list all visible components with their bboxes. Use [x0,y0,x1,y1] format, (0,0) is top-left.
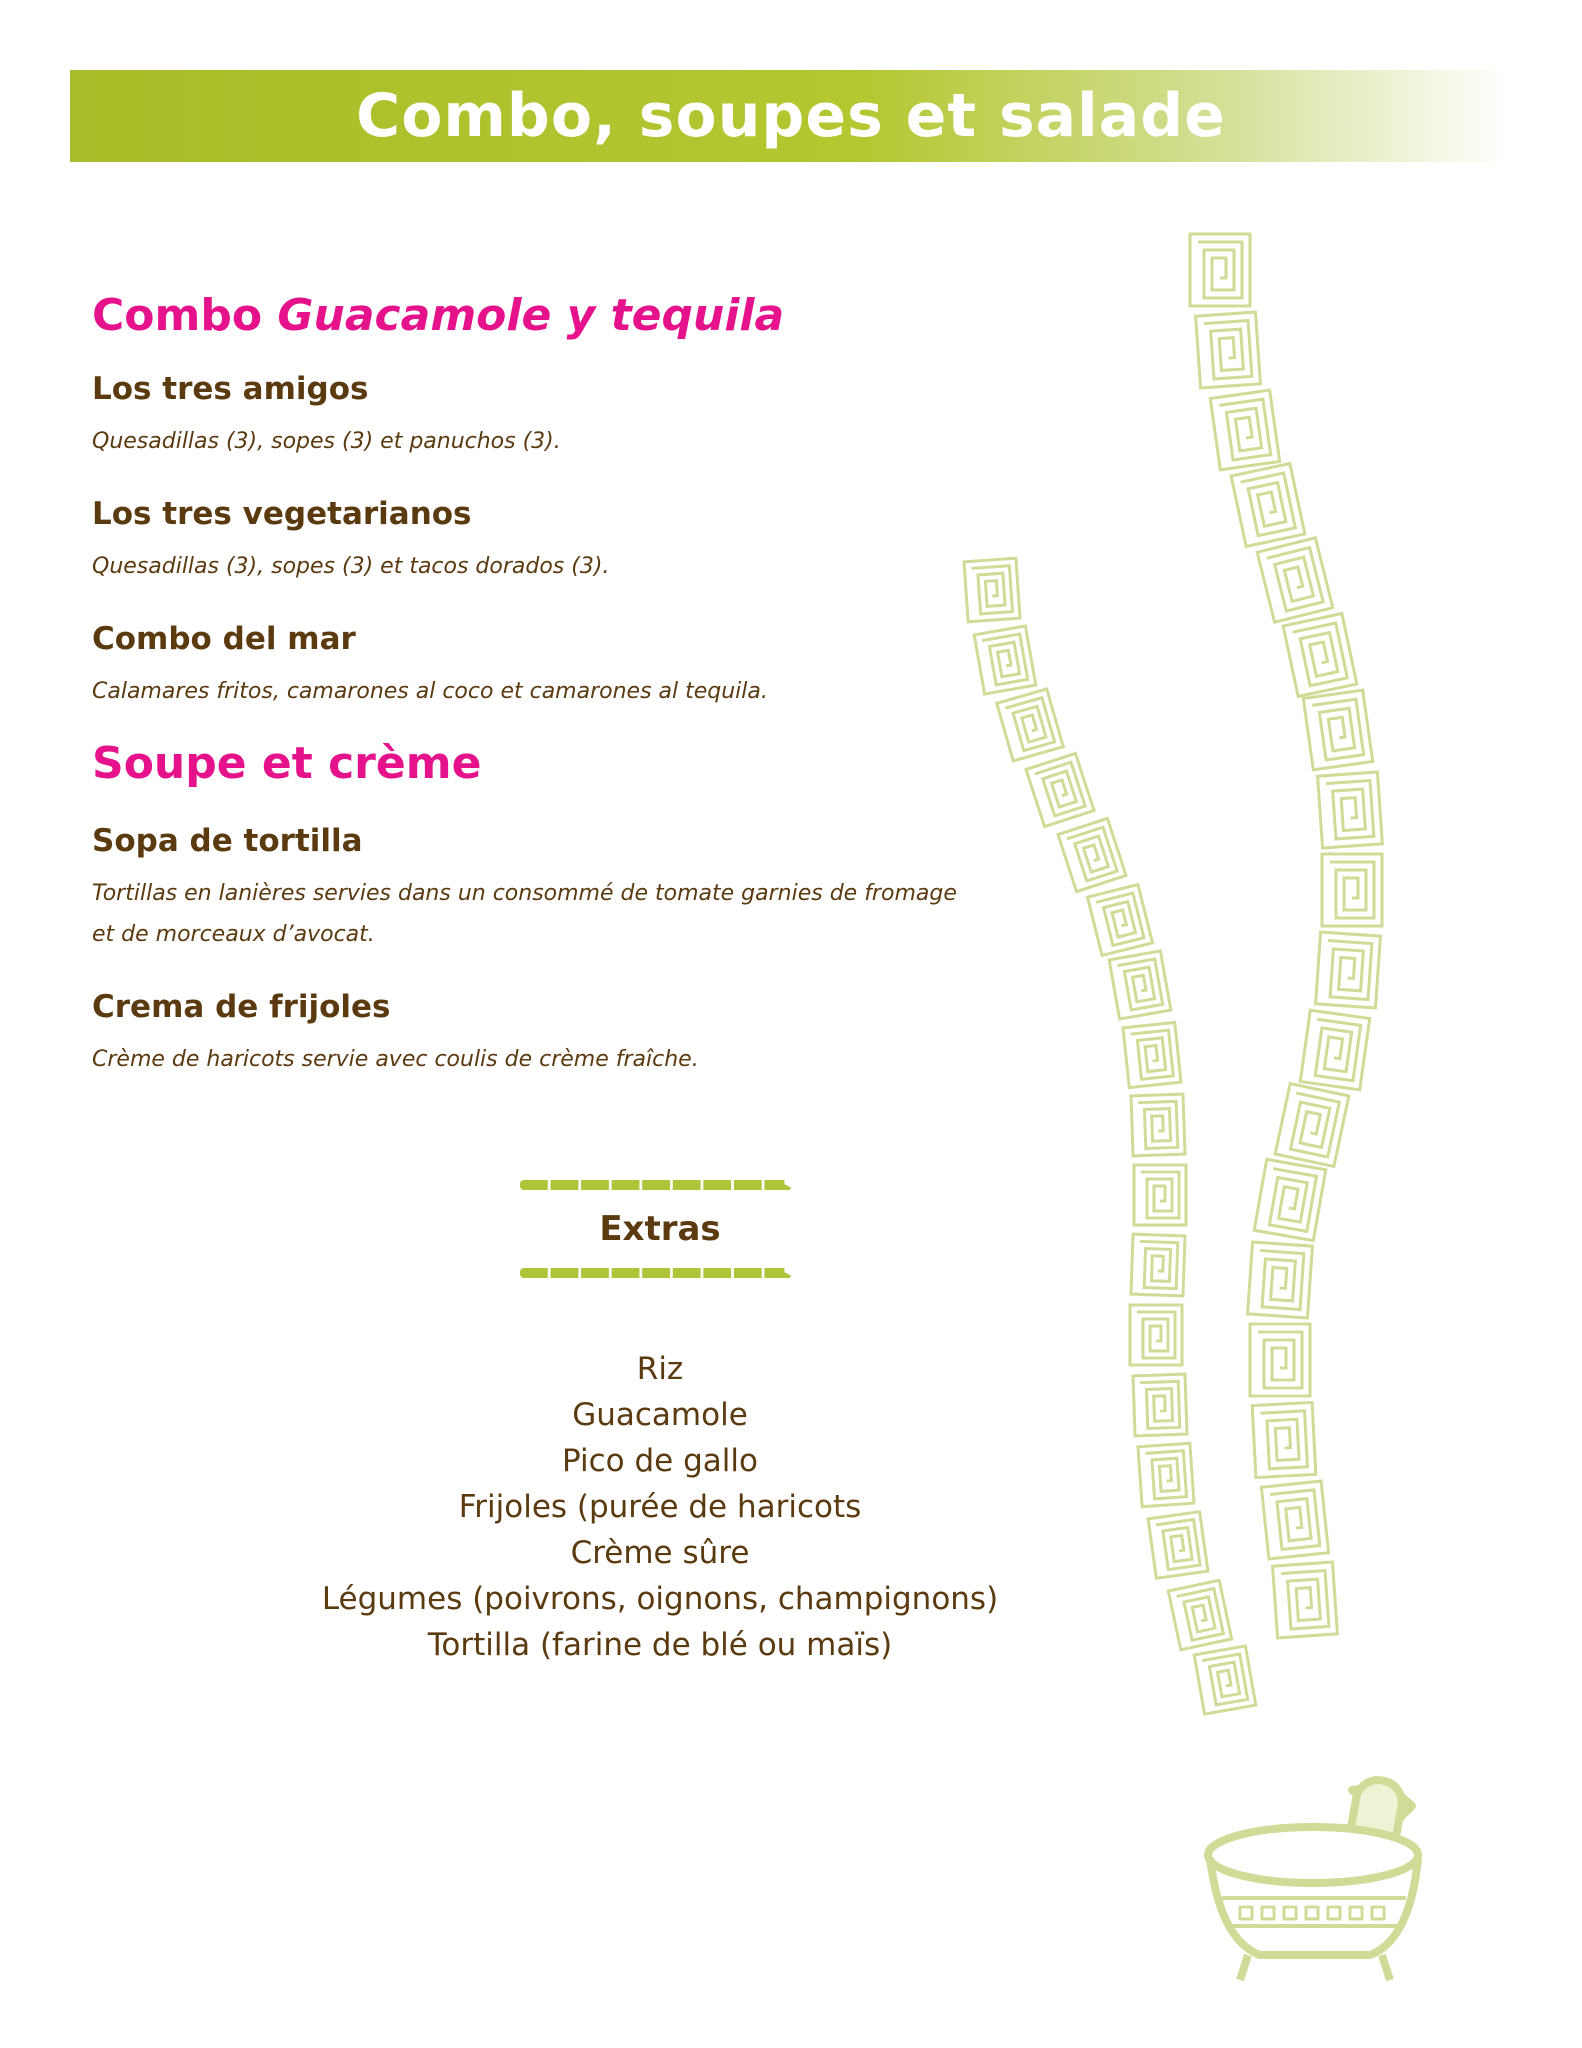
item-name: Crema de frijoles [92,989,391,1025]
item-description: Quesadillas (3), sopes (3) et panuchos (3). [92,429,561,454]
combo-title-prefix: Combo [92,290,263,341]
menu-item [92,621,972,712]
menu-item [92,989,972,1080]
divider [520,1268,792,1278]
item-description: Quesadillas (3), sopes (3) et tacos dorados (3). [92,554,610,579]
menu-content [92,290,972,1080]
page-title: Combo, soupes et salade [356,81,1226,151]
menu-item [92,823,972,955]
list-item: Pico de gallo [562,1443,758,1479]
list-item: Frijoles (purée de haricots [458,1489,862,1525]
mortar-icon [1208,1777,1418,1980]
item-description: Crème de haricots servie avec coulis de crème fraîche. [92,1047,699,1072]
item-name: Combo del mar [92,621,356,657]
item-name: Los tres amigos [92,371,369,407]
item-description: Calamares fritos, camarones al coco et camarones al tequila. [92,679,768,704]
list-item: Tortilla (farine de blé ou maïs) [427,1627,893,1663]
list-item: Guacamole [572,1397,748,1433]
divider [520,1180,792,1190]
list-item: Riz [636,1351,684,1387]
item-name: Sopa de tortilla [92,823,363,859]
menu-item [92,496,972,587]
soup-section-title: Soupe et crème [92,738,482,789]
decor-column-right [1190,234,1382,1638]
list-item: Crème sûre [570,1535,750,1571]
item-description: Tortillas en lanières servies dans un consommé de tomate garnies de fromage [92,881,957,906]
extras-title: Extras [599,1209,721,1249]
combo-title-italic: Guacamole y tequila [277,290,785,341]
extras-header [520,1180,800,1278]
extras-list [260,1346,1060,1668]
combo-section-title [92,290,972,341]
item-name: Los tres vegetarianos [92,496,472,532]
item-description: et de morceaux d’avocat. [92,922,375,947]
list-item: Légumes (poivrons, oignons, champignons) [321,1581,999,1617]
menu-item [92,371,972,462]
